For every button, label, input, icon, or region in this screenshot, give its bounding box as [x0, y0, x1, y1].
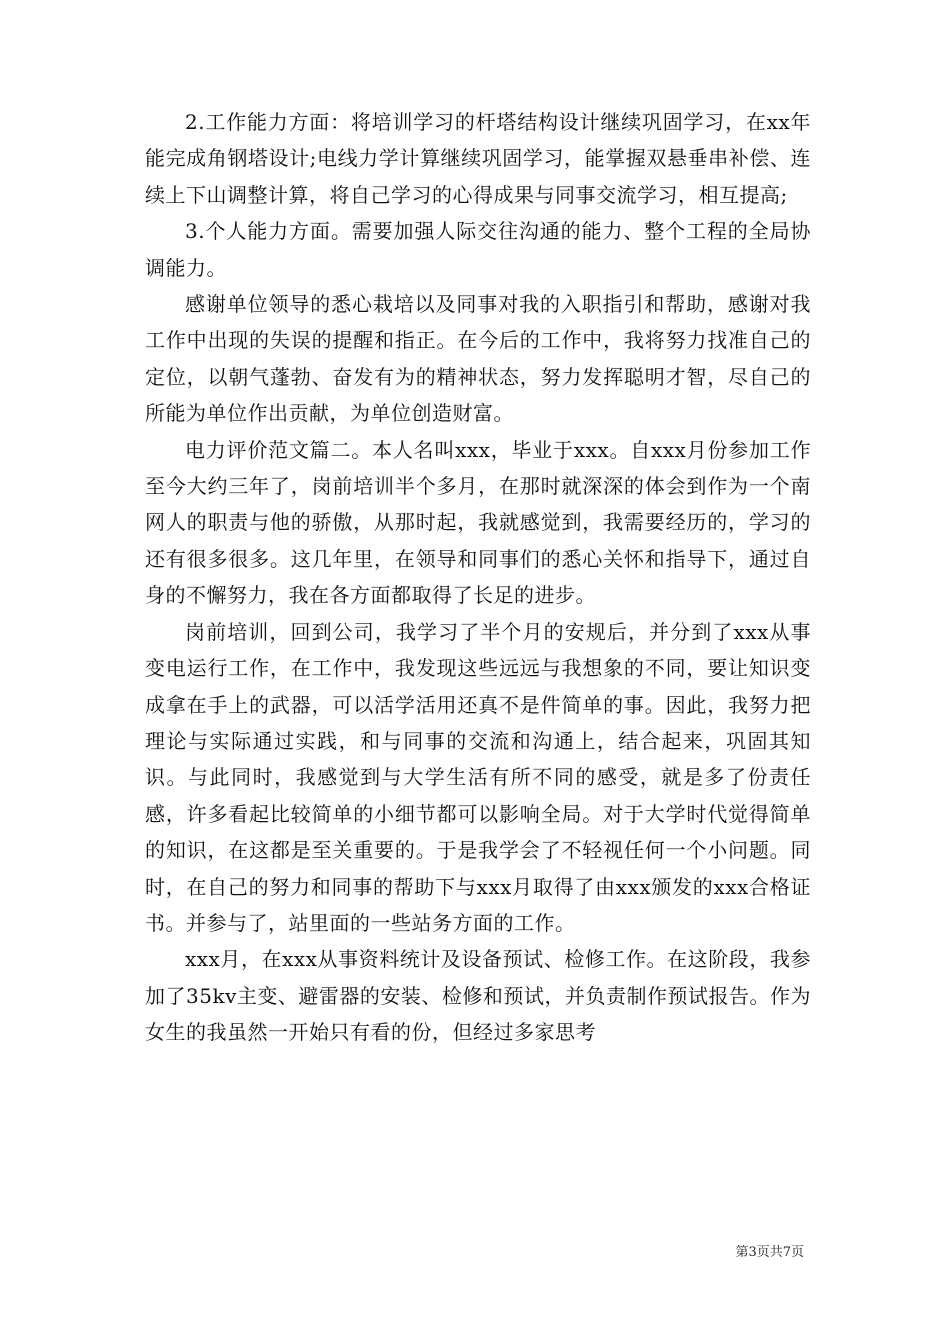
paragraph-sample-two-intro: 电力评价范文篇二。本人名叫xxx，毕业于xxx。自xxx月份参加工作至今大约三年了，岗前培训半个多月，在那时就深深的体会到作为一个南网人的职责与他的骄傲，从那时起，我就感觉到，我需要经历的，学习的还有很多很多。这几年里，在领导和同事们的悉心关怀和指导下，通过自身的不懈努力，我在各方面都取得了长足的进步。 — [145, 437, 811, 608]
paragraph-training: 岗前培训，回到公司，我学习了半个月的安规后，并分到了xxx从事变电运行工作，在工作中，我发现这些远远与我想象的不同，要让知识变成拿在手上的武器，可以活学活用还真不是件简单的事。因此，我努力把理论与实际通过实践，和与同事的交流和沟通上，结合起来，巩固其知识。与此同时，我感觉到与大学生活有所不同的感受，就是多了份责任感，许多看起比较简单的小细节都可以影响全局。对于大学时代觉得简单的知识，在这都是至关重要的。于是我学会了不轻视任何一个小问题。同时，在自己的努力和同事的帮助下与xxx月取得了由xxx颁发的xxx合格证书。并参与了，站里面的一些站务方面的工作。 — [145, 619, 811, 935]
document-body — [145, 104, 811, 1051]
paragraph-personal-ability: 3.个人能力方面。需要加强人际交往沟通的能力、整个工程的全局协调能力。 — [145, 219, 811, 280]
paragraph-work-ability: 2.工作能力方面：将培训学习的杆塔结构设计继续巩固学习，在xx年能完成角钢塔设计;电线力学计算继续巩固学习，能掌握双悬垂串补偿、连续上下山调整计算，将自己学习的心得成果与同事交流学习，相互提高; — [145, 110, 811, 207]
paragraph-maintenance-work: xxx月，在xxx从事资料统计及设备预试、检修工作。在这阶段，我参加了35kv主变、避雷器的安装、检修和预试，并负责制作预试报告。作为女生的我虽然一开始只有看的份，但经过多家思考 — [145, 947, 811, 1045]
paragraph-thanks: 感谢单位领导的悉心栽培以及同事对我的入职指引和帮助，感谢对我工作中出现的失误的提醒和指正。在今后的工作中，我将努力找准自己的定位，以朝气蓬勃、奋发有为的精神状态，努力发挥聪明才智，尽自己的所能为单位作出贡献，为单位创造财富。 — [145, 292, 811, 426]
page-number-footer: 第3页共7页 — [735, 1245, 804, 1260]
